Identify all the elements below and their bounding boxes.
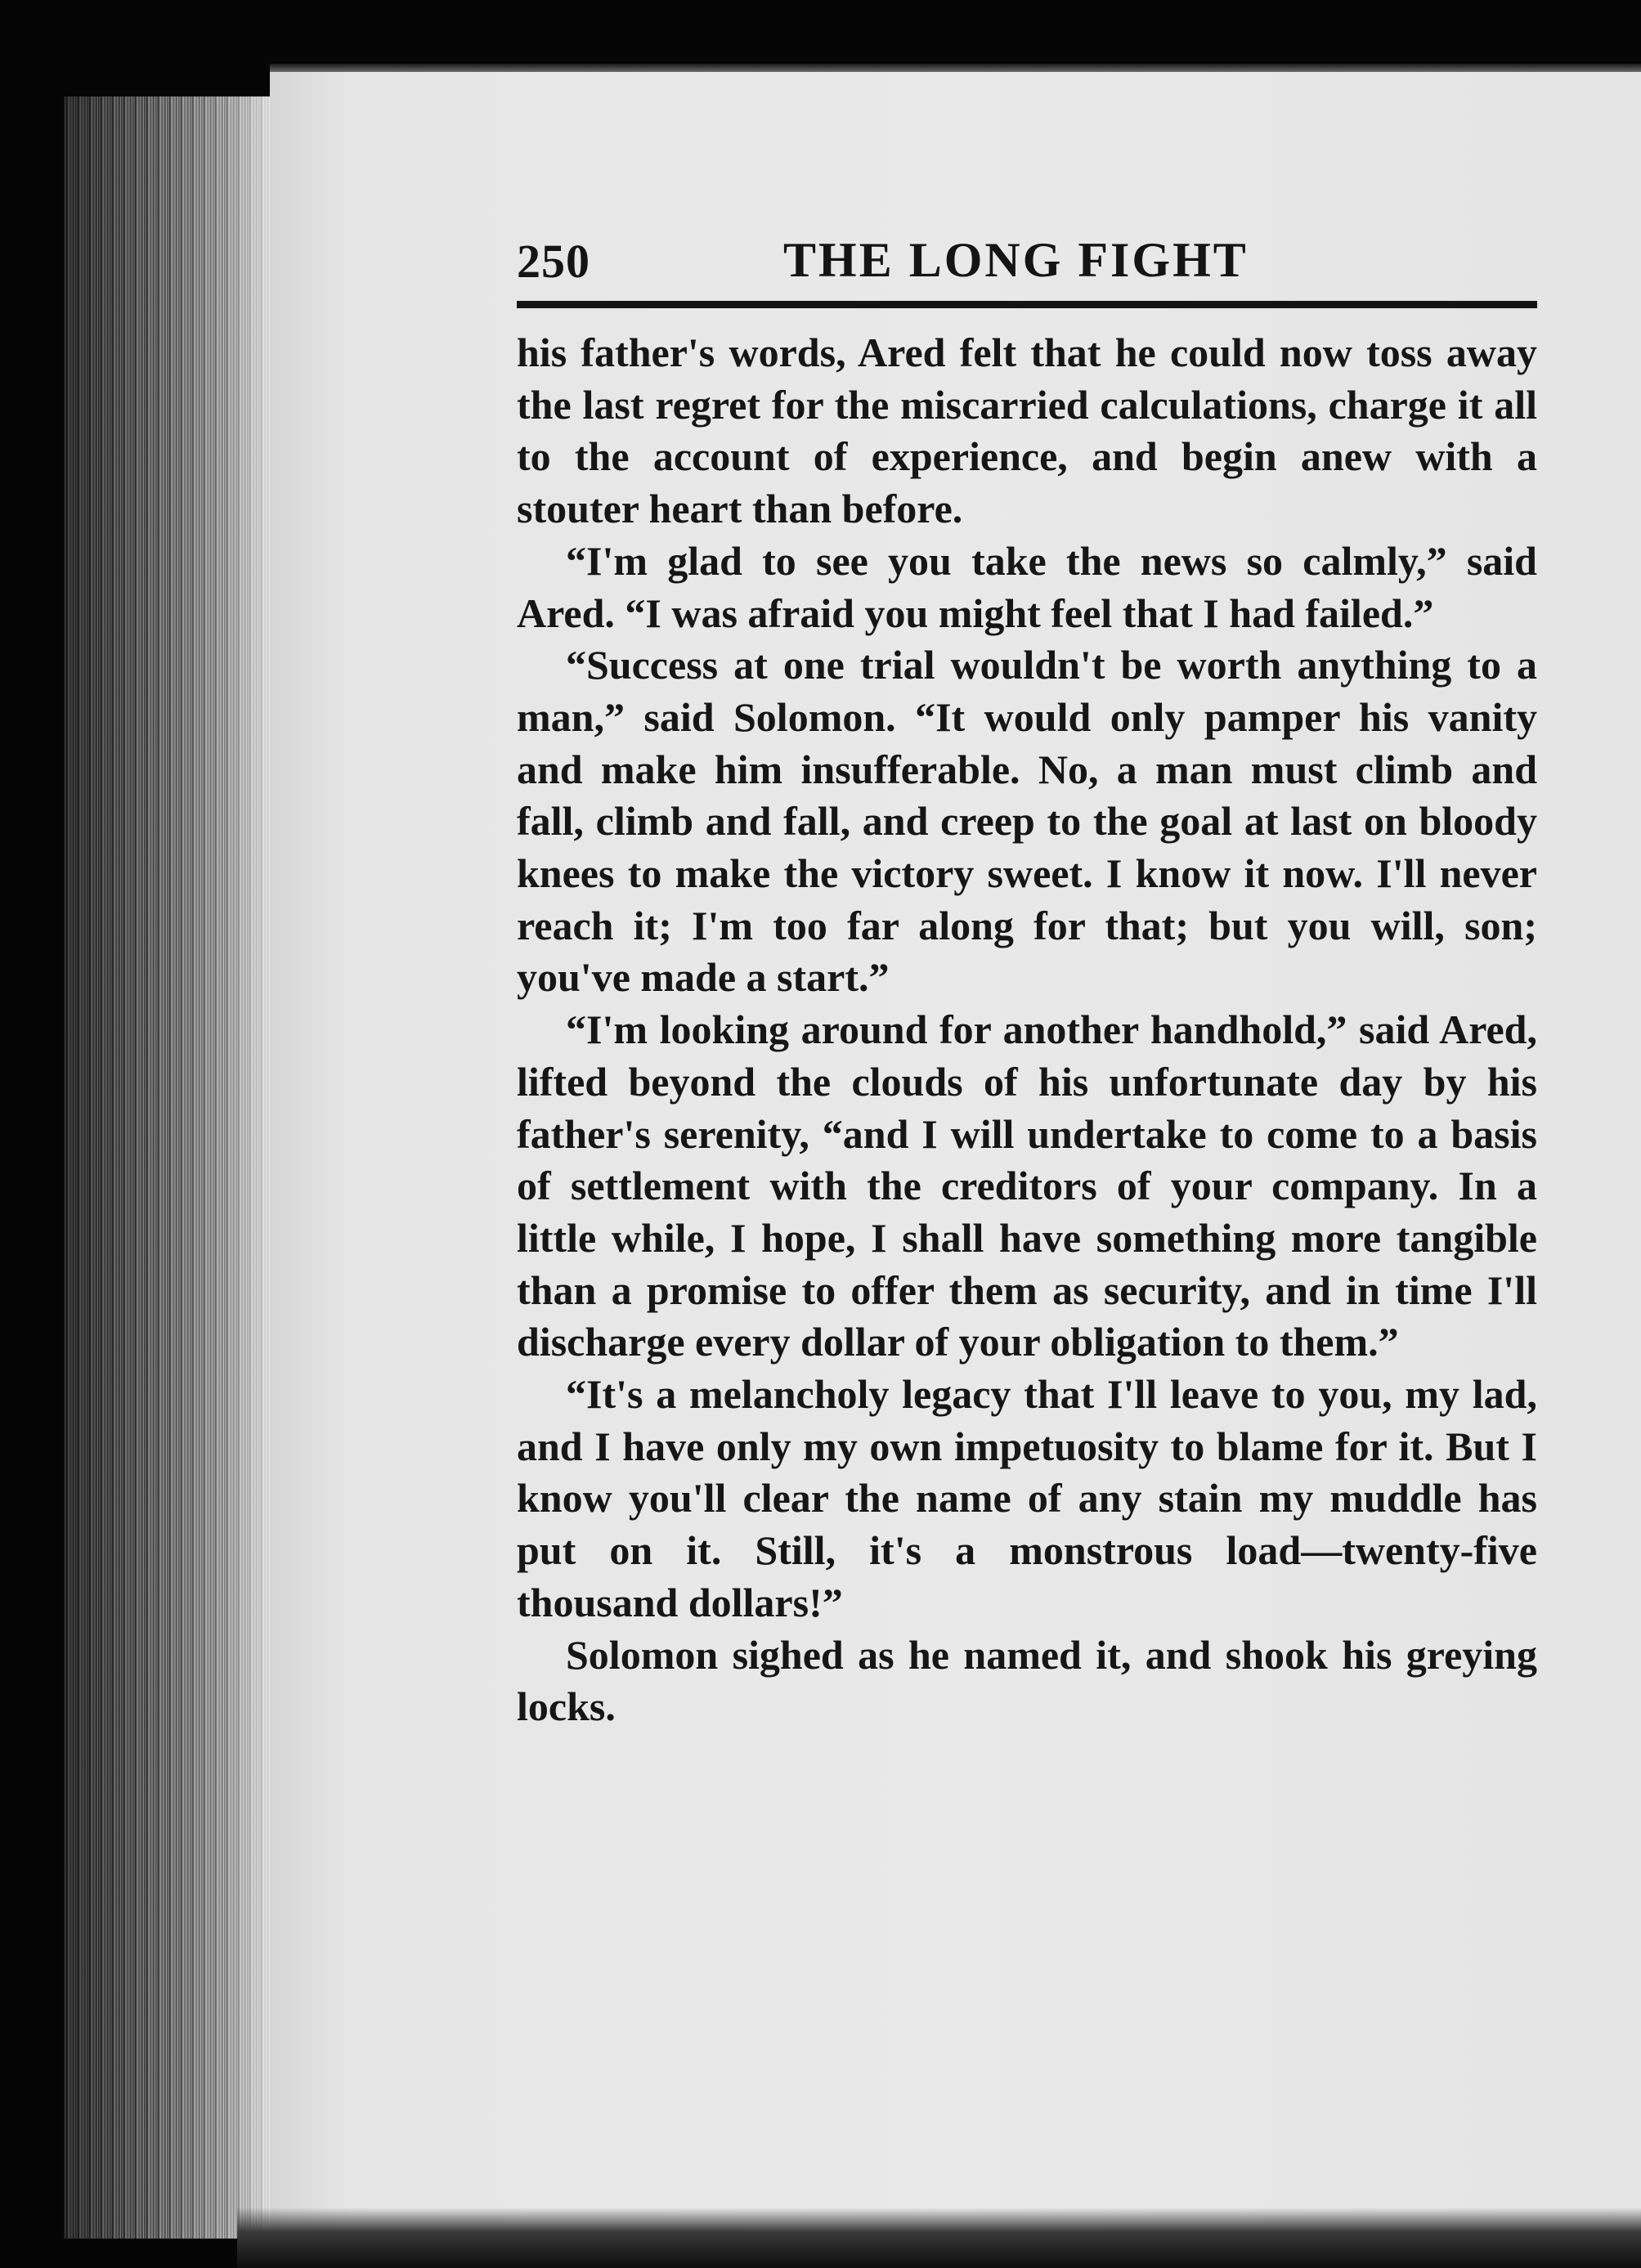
page-bottom-edge: [237, 2207, 1641, 2268]
paragraph: Solomon sighed as he named it, and shook his greying locks.: [517, 1631, 1537, 1730]
running-title: THE LONG FIGHT: [783, 233, 1249, 287]
paragraph: his father's words, Ared felt that he could now toss away the last regret for the miscarried calculations, charge it all to the account of experience, and begin anew with a stouter heart than before.: [517, 329, 1537, 532]
paragraph: “It's a melancholy legacy that I'll leave to you, my lad, and I have only my own impetuosity to blame for it. But I know you'll clear the name of any stain my muddle has put on it. Still, it's a monstrous load—twenty-five thousand dollars!”: [517, 1371, 1537, 1625]
book-page-edges: [64, 96, 278, 2239]
page-number: 250: [517, 235, 590, 288]
page-header: [517, 229, 1537, 303]
body-text: [517, 327, 1537, 1733]
paragraph: “I'm glad to see you take the news so calmly,” said Ared. “I was afraid you might feel that I had failed.”: [517, 537, 1537, 636]
paragraph: “Success at one trial wouldn't be worth anything to a man,” said Solomon. “It would only pamper his vanity and make him insufferable. No, a man must climb and fall, climb and fall, and creep to the goal at last on bloody knees to make the victory sweet. I know it now. I'll never reach it; I'm too far along for that; but you will, son; you've made a start.”: [517, 642, 1537, 1001]
header-rule: [517, 301, 1537, 308]
paragraph: “I'm looking around for another handhold,” said Ared, lifted beyond the clouds of his unfortunate day by his father's serenity, “and I will undertake to come to a basis of settlement with the creditors of your company. In a little while, I hope, I shall have something more tangible than a promise to offer them as security, and in time I'll discharge every dollar of your obligation to them.”: [517, 1006, 1537, 1365]
